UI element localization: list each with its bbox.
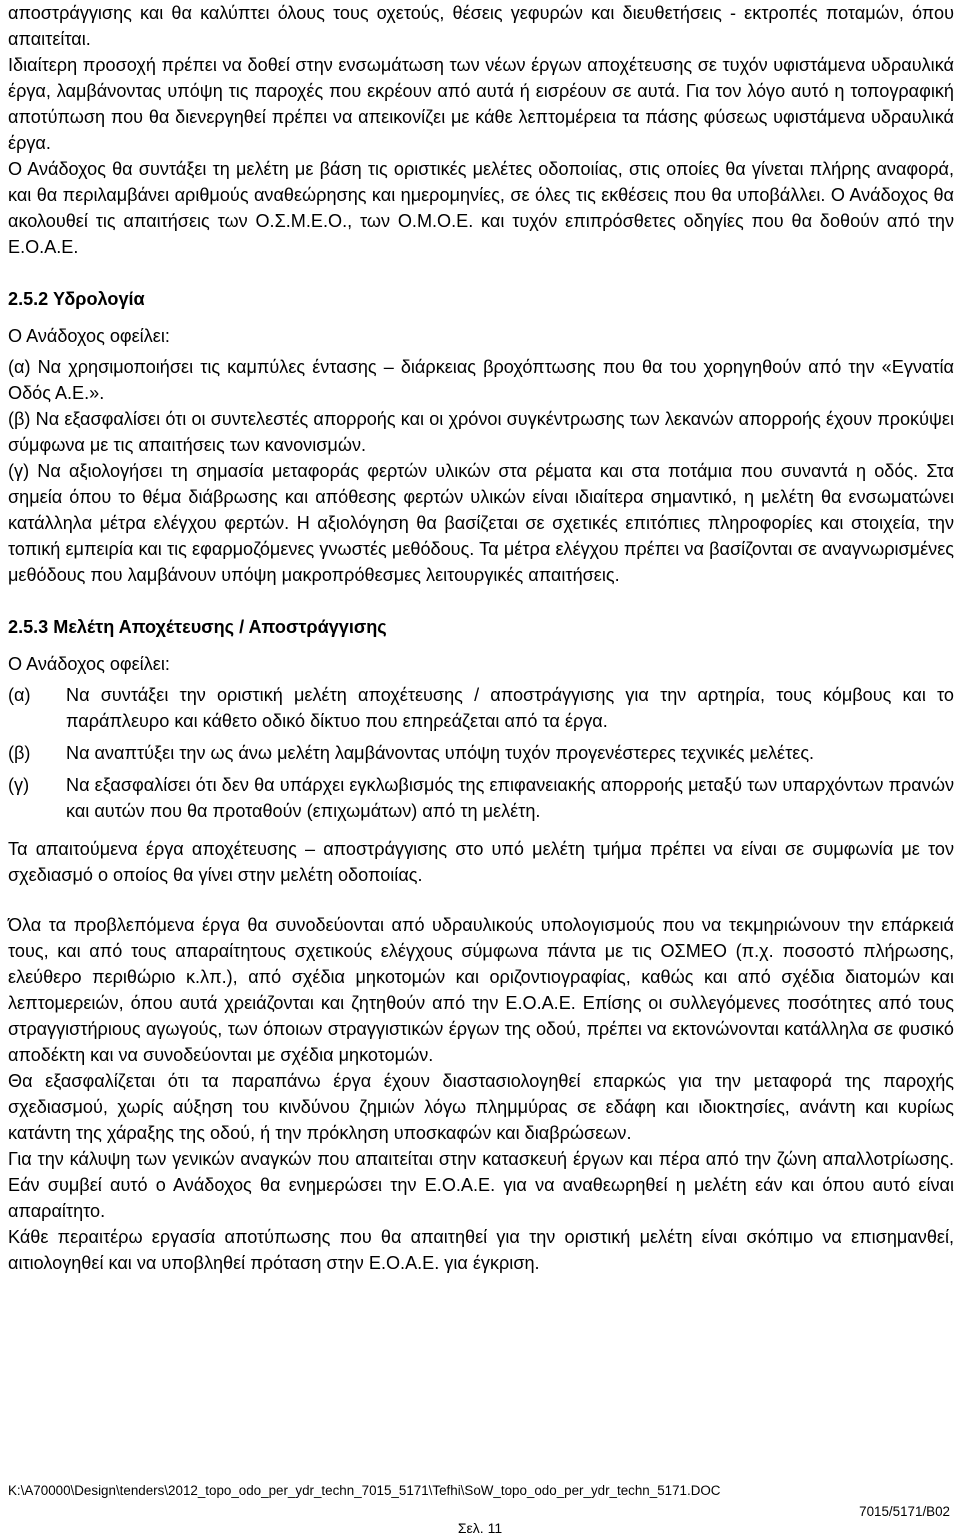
intro-paragraph-1: αποστράγγισης και θα καλύπτει όλους τους οχετούς, θέσεις γεφυρών και διευθετήσεις - εκτροπές ποταμών, όπου απαιτείται.: [8, 3, 954, 49]
section-heading-drainage: 2.5.3 Μελέτη Αποχέτευσης / Αποστράγγισης: [8, 617, 387, 637]
drainage-item: [8, 772, 954, 824]
drainage-paragraph-works: Όλα τα προβλεπόμενα έργα θα συνοδεύονται από υδραυλικούς υπολογισμούς που να τεκμηριώνουν την επάρκειά τους, και από τους απαραίτητους σχετικούς ελέγχους σύμφωνα πάντα με τις ΟΣΜΕΟ (π.χ. ποσοστό πλήρωσης, ελεύθερο περιθώριο κ.λπ.), από σχέδια μηκοτομών και οριζοντιογραφίας, καθώς και από σχέδια διατομών και λεπτομερειών, όπου αυτά χρειάζονται και ζητηθούν από την Ε.Ο.Α.Ε. Επίσης οι συλλεγόμενες ποσότητες από τους στραγγιστήριους αγωγούς, των όποιων στραγγιστικών έργων της οδού, πρέπει να εκτονώνονται κατάλληλα σε φυσικό αποδέκτη και να συνοδεύονται με σχέδια μηκοτομών.: [8, 915, 954, 1065]
section-heading-hydrology: 2.5.2 Υδρολογία: [8, 289, 145, 309]
document-page: [8, 0, 954, 1276]
footer-page-number: Σελ. 11: [457, 1520, 503, 1536]
drainage-paragraph-further-work: Κάθε περαιτέρω εργασία αποτύπωσης που θα απαιτηθεί για την οριστική μελέτη είναι σκόπιμο να επισημανθεί, αιτιολογηθεί και να υποβληθεί πρόταση στην Ε.Ο.Α.Ε. για έγκριση.: [8, 1227, 954, 1273]
drainage-item-text: Να αναπτύξει την ως άνω μελέτη λαμβάνοντας υπόψη τυχόν προγενέστερες τεχνικές μελέτες.: [66, 743, 815, 763]
footer-document-code: 7015/5171/B02: [859, 1504, 950, 1519]
drainage-item-text: Να συντάξει την οριστική μελέτη αποχέτευσης / αποστράγγισης για την αρτηρία, τους κόμβους και το παράπλευρο και κάθετο οδικό δίκτυο που επηρεάζεται από τα έργα.: [66, 685, 954, 731]
drainage-item: [8, 682, 954, 734]
drainage-item-label: (β): [8, 743, 31, 763]
drainage-item-label: (γ): [8, 775, 30, 795]
hydrology-item-a: (α) Να χρησιμοποιήσει τις καμπύλες έντασης – διάρκειας βροχόπτωσης που θα του χορηγηθούν από την «Εγνατία Οδός Α.Ε.».: [8, 357, 954, 403]
hydrology-lead: Ο Ανάδοχος οφείλει:: [8, 326, 170, 346]
drainage-paragraph-sizing: Θα εξασφαλίζεται ότι τα παραπάνω έργα έχουν διαστασιολογηθεί επαρκώς για την μεταφορά της παροχής σχεδιασμού, χωρίς αύξηση του κινδύνου ζημιών λόγω πλημμύρας σε εδάφη και ιδιοκτησίες, ανάντη και κυρίως κατάντη της χάραξης της οδού, ή την πρόκληση υποσκαφών και διαβρώσεων.: [8, 1071, 954, 1143]
drainage-paragraph-coverage: Για την κάλυψη των γενικών αναγκών που απαιτείται στην κατασκευή έργων και πέρα από την ζώνη απαλλοτρίωσης. Εάν συμβεί αυτό ο Ανάδοχος θα ενημερώσει την Ε.Ο.Α.Ε. για να αναθεωρηθεί η μελέτη εάν και όπου αυτό είναι απαραίτητο.: [8, 1149, 954, 1221]
drainage-item-label: (α): [8, 685, 31, 705]
drainage-item-text: Να εξασφαλίσει ότι δεν θα υπάρχει εγκλωβισμός της επιφανειακής απορροής μεταξύ των υπαρχόντων πρανών και αυτών που θα προταθούν (επιχωμάτων) από τη μελέτη.: [66, 775, 954, 821]
hydrology-item-b: (β) Να εξασφαλίσει ότι οι συντελεστές απορροής και οι χρόνοι συγκέντρωσης των λεκανών απορροής έχουν προκύψει σύμφωνα με τις απαιτήσεις των κανονισμών.: [8, 409, 954, 455]
drainage-lead: Ο Ανάδοχος οφείλει:: [8, 654, 170, 674]
hydrology-item-c: (γ) Να αξιολογήσει τη σημασία μεταφοράς φερτών υλικών στα ρέματα και στα ποτάμια που συναντά η οδός. Στα σημεία όπου το θέμα διάβρωσης και απόθεσης φερτών υλικών είναι ιδιαίτερα σημαντικό, η μελέτη θα ενσωματώνει κατάλληλα μέτρα ελέγχου φερτών. Η αξιολόγηση θα βασίζεται σε σχετικές επιτόπιες πληροφορίες και στοιχεία, την τοπική εμπειρία και τις εφαρμοζόμενες γνωστές μεθόδους. Τα μέτρα ελέγχου πρέπει να βασίζονται σε αναγνωρισμένες μεθόδους που λαμβάνουν υπόψη μακροπρόθεσμες λειτουργικές απαιτήσεις.: [8, 461, 954, 585]
intro-paragraph-3: Ο Ανάδοχος θα συντάξει τη μελέτη με βάση τις οριστικές μελέτες οδοποιίας, στις οποίες θα γίνεται πλήρης αναφορά, και θα περιλαμβάνει αριθμούς αναθεώρησης και ημερομηνίες, σε όλες τις εκθέσεις που θα υποβάλλει. Ο Ανάδοχος θα ακολουθεί τις απαιτήσεις των Ο.Σ.Μ.Ε.Ο., των Ο.Μ.Ο.Ε. και τυχόν επιπρόσθετες οδηγίες που θα δοθούν από την Ε.Ο.Α.Ε.: [8, 159, 954, 257]
footer-file-path: K:\A70000\Design\tenders\2012_topo_odo_per_ydr_techn_7015_5171\Tefhi\SoW_topo_odo_per_ydr_techn_5171.DOC: [8, 1483, 721, 1498]
intro-paragraph-2: Ιδιαίτερη προσοχή πρέπει να δοθεί στην ενσωμάτωση των νέων έργων αποχέτευσης σε τυχόν υφιστάμενα υδραυλικά έργα, λαμβάνοντας υπόψη τις παροχές που εκρέουν από αυτά ή εισρέουν σε αυτά. Για τον λόγο αυτό η τοπογραφική αποτύπωση που θα διενεργηθεί πρέπει να απεικονίζει με κάθε λεπτομέρεια τα πάσης φύσεως υφιστάμενα υδραυλικά έργα.: [8, 55, 954, 153]
drainage-paragraph-design: Τα απαιτούμενα έργα αποχέτευσης – αποστράγγισης στο υπό μελέτη τμήμα πρέπει να είναι σε συμφωνία με τον σχεδιασμό ο οποίος θα γίνει στην μελέτη οδοποιίας.: [8, 839, 954, 885]
drainage-item: [8, 740, 954, 766]
